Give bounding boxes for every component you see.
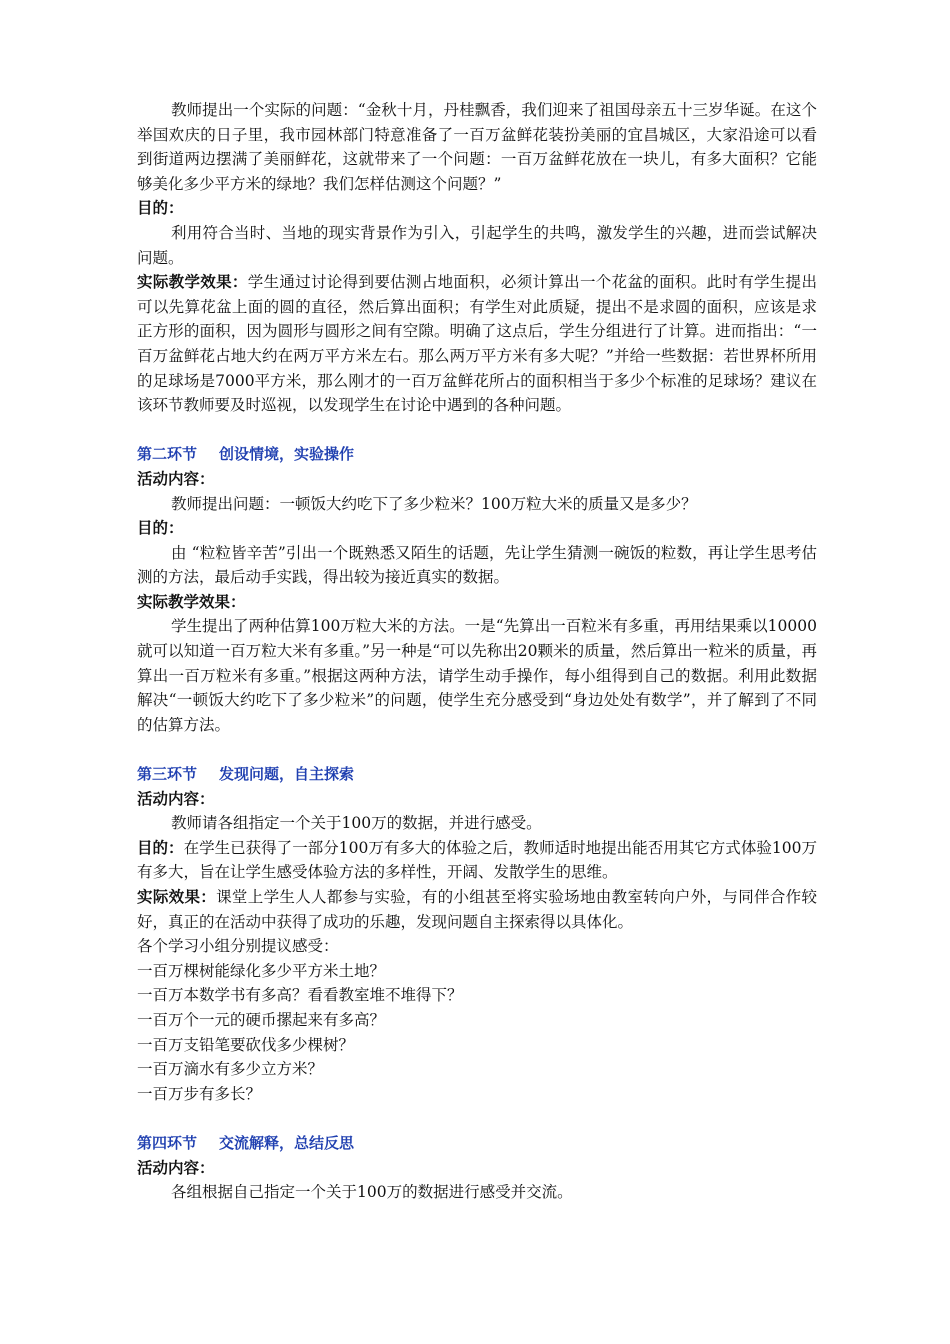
section3-goal-label: 目的：	[137, 837, 184, 857]
intro-effect	[137, 270, 817, 418]
list-item: 一百万支铅笔要砍伐多少棵树？	[137, 1035, 355, 1054]
section2-effect-label: 实际教学效果：	[137, 591, 246, 611]
section4-title-a: 第四环节	[137, 1133, 198, 1152]
section2-goal-label: 目的：	[137, 518, 184, 538]
section4-activity-text: 各组根据自己指定一个关于100万的数据进行感受并交流。	[171, 1183, 573, 1202]
section4-title-b: 交流解释，总结反思	[219, 1133, 355, 1152]
list-item: 一百万步有多长？	[137, 1084, 262, 1103]
list-item: 一百万本数学书有多高？看看教室堆不堆得下？	[137, 986, 463, 1005]
section3-effect	[137, 885, 817, 934]
section3-list-intro: 各个学习小组分别提议感受：	[137, 937, 339, 956]
section4-heading	[137, 1131, 817, 1156]
intro-paragraph: 教师提出一个实际的问题：“金秋十月，丹桂飘香，我们迎来了祖国母亲五十三岁华诞。在这个举国欢庆的日子里，我市园林部门特意准备了一百万盆鲜花装扮美丽的宜昌城区，大家沿途可以看到街道两边摆满了美丽鲜花，这就带来了一个问题：一百万盆鲜花放在一块儿，有多大面积？它能够美化多少平方米的绿地？我们怎样估测这个问题？”	[137, 101, 817, 193]
section3-goal	[137, 836, 817, 885]
section2-title-a: 第二环节	[137, 445, 198, 464]
section3-activity-label: 活动内容：	[137, 788, 215, 808]
section2-goal-text: 由 “粒粒皆辛苦”引出一个既熟悉又陌生的话题，先让学生猜测一碗饭的粒数，再让学生思考估测的方法，最后动手实践，得出较为接近真实的数据。	[137, 543, 817, 587]
section3-effect-text: 课堂上学生人人都参与实验，有的小组甚至将实验场地由教室转向户外，与同伴合作较好，真正的在活动中获得了成功的乐趣，发现问题自主探索得以具体化。	[137, 888, 817, 931]
section4-activity-label: 活动内容：	[137, 1157, 215, 1177]
intro-effect-text: 学生通过讨论得到要估测占地面积，必须计算出一个花盆的面积。此时有学生提出可以先算花盆上面的圆的直径，然后算出面积；有学生对此质疑，提出不是求圆的面积，应该是求正方形的面积，因为圆形与圆形之间有空隙。明确了这点后，学生分组进行了计算。进而指出：“一百万盆鲜花占地大约在两万平方米左右。那么两万平方米有多大呢？”并给一些数据：若世界杯所用的足球场是7000平方米，那么刚才的一百万盆鲜花所占的面积相当于多少个标准的足球场？建议在该环节教师要及时巡视，以发现学生在讨论中遇到的各种问题。	[137, 273, 817, 415]
intro-effect-label: 实际教学效果：	[137, 272, 248, 292]
section3-activity-text: 教师请各组指定一个关于100万的数据，并进行感受。	[171, 814, 542, 833]
document-page	[137, 98, 817, 1205]
list-item: 一百万棵树能绿化多少平方米土地？	[137, 961, 386, 980]
section3-title-a: 第三环节	[137, 765, 198, 784]
list-item: 一百万滴水有多少立方米？	[137, 1060, 324, 1079]
section2-heading	[137, 442, 817, 467]
section3-goal-text: 在学生已获得了一部分100万有多大的体验之后，教师适时地提出能否用其它方式体验100万有多大，旨在让学生感受体验方法的多样性，开阔、发散学生的思维。	[137, 838, 817, 882]
section2-title-b: 创设情境，实验操作	[219, 445, 355, 464]
section3-effect-label: 实际效果：	[137, 887, 217, 906]
section2-activity-label: 活动内容：	[137, 468, 215, 488]
intro-goal-label: 目的：	[137, 198, 184, 218]
list-item: 一百万个一元的硬币摞起来有多高？	[137, 1010, 386, 1029]
intro-goal-text: 利用符合当时、当地的现实背景作为引入，引起学生的共鸣，激发学生的兴趣，进而尝试解决问题。	[137, 223, 817, 267]
section3-title-b: 发现问题，自主探索	[219, 765, 355, 784]
section2-effect-text: 学生提出了两种估算100万粒大米的方法。一是“先算出一百粒米有多重，再用结果乘以10000就可以知道一百万粒大米有多重。”另一种是“可以先称出20颗米的质量，然后算出一粒米的质量，再算出一百万粒米有多重。”根据这两种方法，请学生动手操作，每小组得到自己的数据。利用此数据解决“一顿饭大约吃下了多少粒米”的问题，使学生充分感受到“身边处处有数学”，并了解到了不同的估算方法。	[137, 617, 817, 734]
section2-activity-text: 教师提出问题：一顿饭大约吃下了多少粒米？100万粒大米的质量又是多少？	[171, 494, 697, 513]
section3-heading	[137, 762, 817, 787]
